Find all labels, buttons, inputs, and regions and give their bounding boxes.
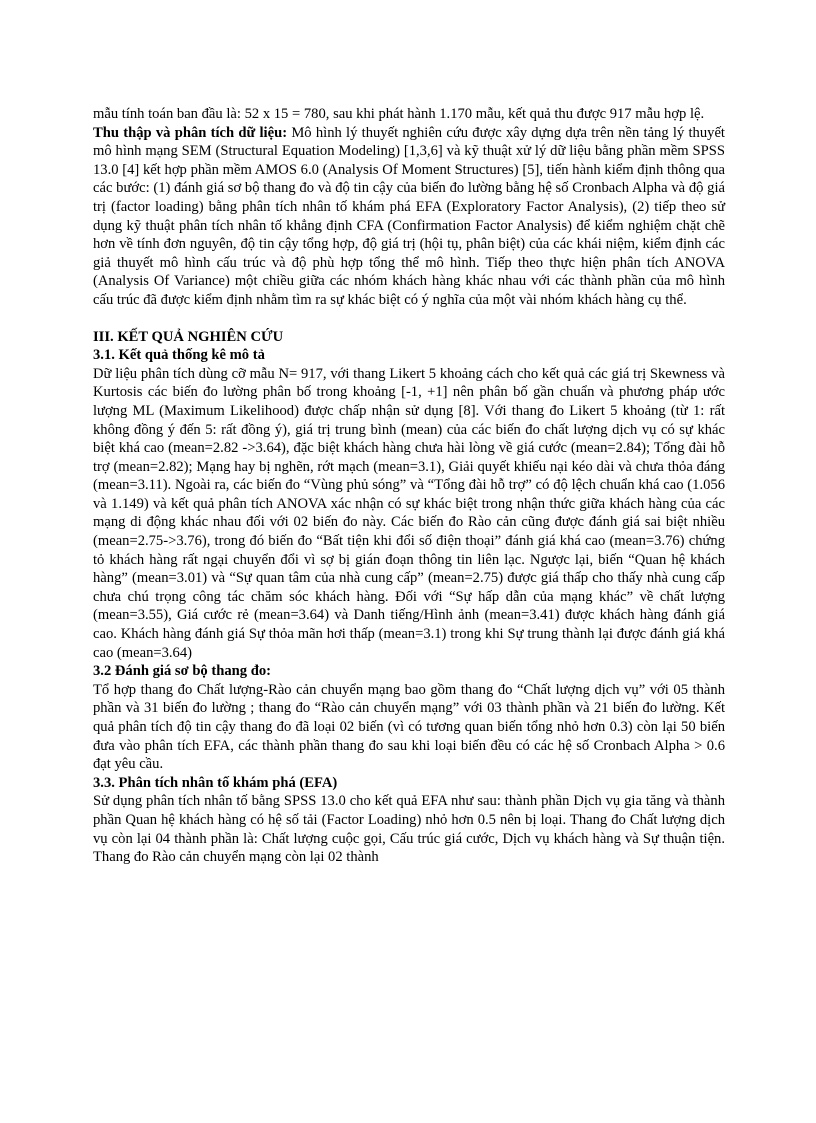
document-page (93, 105, 725, 867)
paragraph-efa: Sử dụng phân tích nhân tố bằng SPSS 13.0 cho kết quả EFA như sau: thành phần Dịch vụ gia tăng và thành phần Quan hệ khách hàng có hệ số tải (Factor Loading) nhỏ hơn 0.5 nên bị loại. Thang đo Chất lượng dịch vụ còn lại 04 thành phần là: Chất lượng cuộc gọi, Cấu trúc giá cước, Dịch vụ khách hàng và Sự thuận tiện. Thang đo Rào cản chuyển mạng còn lại 02 thành (93, 793, 725, 866)
paragraph-data-collection (93, 124, 725, 310)
subheading-scale-evaluation: 3.2 Đánh giá sơ bộ thang đo: (93, 663, 271, 680)
data-collection-body: Mô hình lý thuyết nghiên cứu được xây dựng dựa trên nền tảng lý thuyết mô hình mạng SEM (Structural Equation Modeling) [1,3,6] và kỹ thuật xử lý dữ liệu bằng phần mềm SPSS 13.0 [4] kết hợp phần mềm AMOS 6.0 (Analysis Of Moment Structures) [5], tiến hành kiểm định thông qua các bước: (1) đánh giá sơ bộ thang đo và độ tin cậy của biến đo lường bằng hệ số Cronbach Alpha và độ giá trị (factor loading) bằng phân tích nhân tố khám phá EFA (Exploratory Factor Analysis), (2) tiếp theo sử dụng kỹ thuật phân tích nhân tố khẳng định CFA (Confirmation Factor Analysis) để kiểm nghiệm chặt chẽ hơn về tính đơn nguyên, độ tin cậy tổng hợp, độ giá trị (hội tụ, phân biệt) của các khái niệm, kiểm định các giả thuyết mô hình cấu trúc và độ phù hợp tổng thể mô hình. Tiếp theo thực hiện phân tích ANOVA (Analysis Of Variance) một chiều giữa các nhóm khách hàng khác nhau với các thành phần của mô hình cấu trúc đã được kiểm định nhằm tìm ra sự khác biệt có ý nghĩa của một vài nhóm khách hàng cụ thể. (93, 124, 725, 308)
subheading-efa: 3.3. Phân tích nhân tố khám phá (EFA) (93, 774, 338, 791)
section-heading-results: III. KẾT QUẢ NGHIÊN CỨU (93, 328, 284, 345)
paragraph-sample-size: mẫu tính toán ban đầu là: 52 x 15 = 780, sau khi phát hành 1.170 mẫu, kết quả thu được 917 mẫu hợp lệ. (93, 106, 705, 122)
subheading-descriptive-statistics: 3.1. Kết quả thống kê mô tả (93, 347, 265, 364)
data-collection-label: Thu thập và phân tích dữ liệu: (93, 124, 288, 141)
paragraph-descriptive-statistics: Dữ liệu phân tích dùng cỡ mẫu N= 917, với thang Likert 5 khoảng cách cho kết quả các giá trị Skewness và Kurtosis các biến đo lường phân bố trong khoảng [-1, +1] nên phân bố gần chuẩn và phương pháp ước lượng ML (Maximum Likelihood) được chấp nhận sử dụng [8]. Với thang đo Likert 5 khoảng (từ 1: rất không đồng ý đến 5: rất đồng ý), giá trị trung bình (mean) của các biến đo chất lượng dịch vụ có sự khác biệt khá cao (mean=2.82 ->3.64), đặc biệt khách hàng chưa hài lòng về giá cước (mean=2.84); Tổng đài hỗ trợ (mean=2.82); Mạng hay bị nghẽn, rớt mạch (mean=3.1), Giải quyết khiếu nại kéo dài và chưa thỏa đáng (mean=3.11). Ngoài ra, các biến đo “Vùng phủ sóng” và “Tổng đài hỗ trợ” có độ lệch chuẩn khá cao (1.056 và 1.149) và kết quả phân tích ANOVA xác nhận có sự khác biệt trong nhận thức giữa khách hàng của các mạng di động khác nhau đối với 02 biến đo này. Các biến đo Rào cản cũng được đánh giá sai biệt nhiều (mean=2.75->3.76), trong đó biến đo “Bất tiện khi đổi số điện thoại” đánh giá khá cao (mean=3.76) chứng tỏ khách hàng rất ngại chuyển đổi vì sợ bị gián đoạn thông tin liên lạc. Ngược lại, biến “Quan hệ khách hàng” (mean=3.01) và “Sự quan tâm của nhà cung cấp” (mean=2.75) được giá thấp cho thấy nhà cung cấp chưa chú trọng công tác chăm sóc khách hàng. Đối với “Sự hấp dẫn của mạng khác” về chất lượng (mean=3.55), Giá cước rẻ (mean=3.64) và Danh tiếng/Hình ảnh (mean=3.41) được khách hàng đánh giá cao. Khách hàng đánh giá Sự thỏa mãn hơi thấp (mean=3.1) trong khi Sự trung thành lại được đánh giá khá cao (mean=3.64) (93, 365, 725, 661)
paragraph-scale-evaluation: Tổ hợp thang đo Chất lượng-Rào cản chuyển mạng bao gồm thang đo “Chất lượng dịch vụ” với 05 thành phần và 31 biến đo lường ; thang đo “Rào cản chuyển mạng” với 03 thành phần và 21 biến đo lường. Kết quả phân tích độ tin cậy thang đo đã loại 02 biến (vì có tương quan biến tổng nhỏ hơn 0.3) còn lại 50 biến đưa vào phân tích EFA, các thành phần thang đo sau khi loại biến đều có các hệ số Cronbach Alpha > 0.6 đạt yêu cầu. (93, 681, 725, 773)
